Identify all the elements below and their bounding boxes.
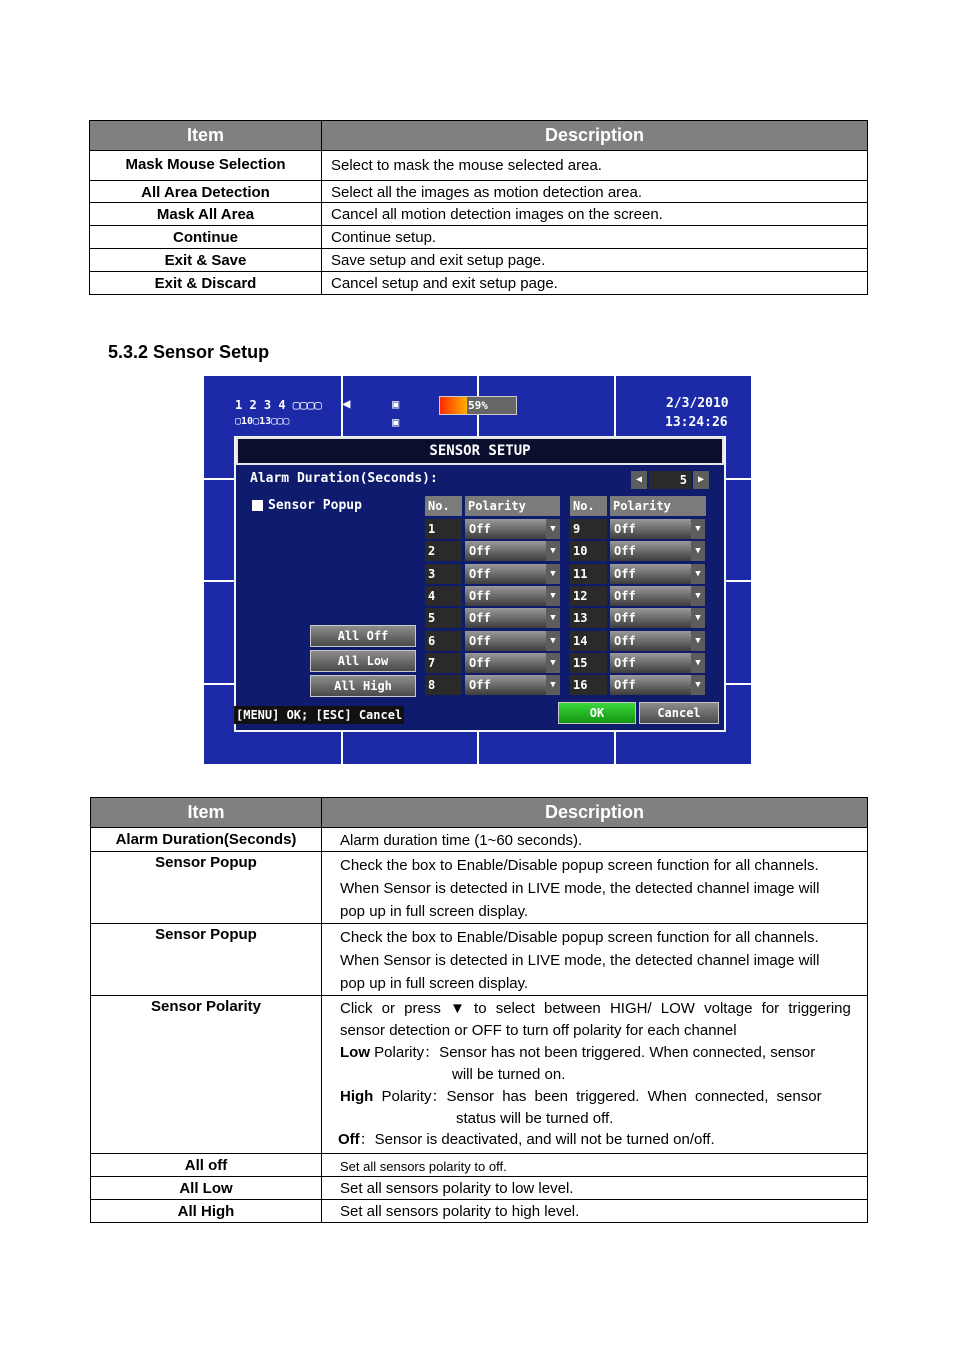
polarity-select[interactable] bbox=[610, 564, 705, 584]
description-cell: Cancel all motion detection images on the screen. bbox=[322, 203, 868, 226]
description-cell: Cancel setup and exit setup page. bbox=[322, 272, 868, 295]
description-line: pop up in full screen display. bbox=[340, 975, 529, 992]
table-row bbox=[91, 1200, 868, 1223]
polarity-value: Off bbox=[614, 589, 636, 603]
dropdown-arrow-icon[interactable]: ▼ bbox=[691, 653, 705, 673]
date-label: 2/3/2010 bbox=[666, 396, 729, 411]
all-off-button[interactable]: All Off bbox=[310, 625, 416, 647]
description-line: When Sensor is detected in LIVE mode, the detected channel image will bbox=[340, 952, 820, 969]
speaker-icon: ◀ bbox=[342, 396, 351, 412]
dropdown-arrow-icon[interactable]: ▼ bbox=[546, 541, 560, 561]
title-bar bbox=[236, 437, 724, 465]
sensor-popup-checkbox[interactable] bbox=[252, 500, 263, 511]
polarity-select[interactable] bbox=[465, 608, 560, 628]
item-cell: Mask Mouse Selection bbox=[90, 151, 322, 181]
description-line: pop up in full screen display. bbox=[340, 903, 529, 920]
low-polarity-line bbox=[340, 1042, 859, 1064]
dropdown-arrow-icon[interactable]: ▼ bbox=[546, 653, 560, 673]
polarity-value: Off bbox=[469, 589, 491, 603]
all-high-button[interactable]: All High bbox=[310, 675, 416, 697]
dropdown-arrow-icon[interactable]: ▼ bbox=[691, 608, 705, 628]
hdd-usage-label: 59% bbox=[468, 399, 488, 412]
dropdown-arrow-icon[interactable]: ▼ bbox=[691, 631, 705, 651]
item-cell: All off bbox=[91, 1154, 322, 1177]
dropdown-arrow-icon[interactable]: ▼ bbox=[546, 675, 560, 695]
dropdown-arrow-icon[interactable]: ▼ bbox=[691, 519, 705, 539]
time-label: 13:24:26 bbox=[665, 415, 728, 430]
section-title: 5.3.2 Sensor Setup bbox=[108, 342, 270, 362]
table-row bbox=[91, 852, 868, 924]
description-cell bbox=[322, 852, 868, 924]
polarity-value: Off bbox=[614, 544, 636, 558]
item-cell: Alarm Duration(Seconds) bbox=[91, 828, 322, 852]
sensor-number: 4 bbox=[425, 586, 462, 606]
sensor-number: 10 bbox=[570, 541, 607, 561]
polarity-value: Off bbox=[614, 678, 636, 692]
column-no-left: No. bbox=[425, 496, 462, 516]
ok-button[interactable]: OK bbox=[558, 702, 636, 724]
sensor-number: 1 bbox=[425, 519, 462, 539]
description-line: Check the box to Enable/Disable popup screen function for all channels. bbox=[340, 857, 819, 874]
item-description-table-2 bbox=[90, 797, 868, 1223]
item-cell: Sensor Polarity bbox=[91, 996, 322, 1154]
low-label: Low bbox=[340, 1044, 370, 1061]
off-text: ：Sensor is deactivated, and will not be turned on/off. bbox=[359, 1131, 715, 1148]
table-row bbox=[91, 996, 868, 1154]
table-row bbox=[91, 924, 868, 996]
item-cell: Sensor Popup bbox=[91, 852, 322, 924]
table-row bbox=[90, 226, 868, 249]
dropdown-arrow-icon[interactable]: ▼ bbox=[546, 519, 560, 539]
table-row bbox=[91, 1154, 868, 1177]
sensor-number: 14 bbox=[570, 631, 607, 651]
polarity-value: Off bbox=[469, 634, 491, 648]
polarity-select[interactable] bbox=[610, 608, 705, 628]
dropdown-arrow-icon[interactable]: ▼ bbox=[546, 608, 560, 628]
polarity-value: Off bbox=[614, 567, 636, 581]
polarity-value: Off bbox=[614, 611, 636, 625]
description-cell: Set all sensors polarity to low level. bbox=[322, 1177, 868, 1200]
table-row bbox=[91, 828, 868, 852]
panel-title: SENSOR SETUP bbox=[429, 443, 531, 459]
cancel-button[interactable]: Cancel bbox=[639, 702, 719, 724]
sensor-number: 16 bbox=[570, 675, 607, 695]
polarity-select[interactable] bbox=[465, 631, 560, 651]
polarity-select[interactable] bbox=[610, 631, 705, 651]
polarity-select[interactable] bbox=[610, 541, 705, 561]
polarity-value: Off bbox=[614, 634, 636, 648]
sensor-number: 2 bbox=[425, 541, 462, 561]
dropdown-arrow-icon[interactable]: ▼ bbox=[691, 564, 705, 584]
column-polarity-left: Polarity bbox=[465, 496, 560, 516]
description-cell: Set all sensors polarity to off. bbox=[322, 1154, 868, 1177]
sensor-number: 7 bbox=[425, 653, 462, 673]
high-label: High bbox=[340, 1088, 374, 1105]
polarity-value: Off bbox=[469, 522, 491, 536]
item-cell: Exit & Save bbox=[90, 249, 322, 272]
polarity-select[interactable] bbox=[465, 675, 560, 695]
dropdown-arrow-icon[interactable]: ▼ bbox=[691, 586, 705, 606]
record-icon: ▣ bbox=[392, 415, 400, 429]
sensor-number: 9 bbox=[570, 519, 607, 539]
key-hint: [MENU] OK; [ESC] Cancel bbox=[236, 708, 403, 722]
decrease-arrow-icon[interactable]: ◀ bbox=[631, 471, 647, 489]
item-cell: Continue bbox=[90, 226, 322, 249]
sensor-setup-screenshot bbox=[204, 376, 751, 764]
sensor-number: 12 bbox=[570, 586, 607, 606]
polarity-value: Off bbox=[614, 522, 636, 536]
polarity-select[interactable] bbox=[610, 675, 705, 695]
description-cell bbox=[322, 996, 868, 1154]
polarity-select[interactable] bbox=[465, 586, 560, 606]
header-item: Item bbox=[90, 121, 322, 151]
table-row bbox=[90, 181, 868, 203]
polarity-select[interactable] bbox=[465, 519, 560, 539]
table-row bbox=[90, 249, 868, 272]
description-line: When Sensor is detected in LIVE mode, the detected channel image will bbox=[340, 880, 820, 897]
channel-indicators-row2: ▢10▢13▢▢▢ bbox=[235, 416, 290, 427]
all-low-button[interactable]: All Low bbox=[310, 650, 416, 672]
dropdown-arrow-icon[interactable]: ▼ bbox=[546, 631, 560, 651]
item-cell: Sensor Popup bbox=[91, 924, 322, 996]
sensor-number: 5 bbox=[425, 608, 462, 628]
description-cell: Select to mask the mouse selected area. bbox=[322, 151, 868, 181]
item-cell: All High bbox=[91, 1200, 322, 1223]
polarity-value: Off bbox=[469, 678, 491, 692]
sensor-number: 6 bbox=[425, 631, 462, 651]
description-cell: Save setup and exit setup page. bbox=[322, 249, 868, 272]
description-cell: Set all sensors polarity to high level. bbox=[322, 1200, 868, 1223]
off-label: Off bbox=[338, 1131, 360, 1148]
table-row bbox=[90, 151, 868, 181]
header-item: Item bbox=[91, 798, 322, 828]
high-polarity-line bbox=[340, 1086, 859, 1108]
polarity-select[interactable] bbox=[610, 519, 705, 539]
description-cell bbox=[322, 924, 868, 996]
item-cell: All Area Detection bbox=[90, 181, 322, 203]
description-line: Alarm duration time (1~60 seconds). bbox=[340, 832, 583, 849]
header-description: Description bbox=[322, 121, 868, 151]
polarity-value: Off bbox=[469, 544, 491, 558]
column-no-right: No. bbox=[570, 496, 607, 516]
table-row bbox=[91, 1177, 868, 1200]
description-cell: Select all the images as motion detection area. bbox=[322, 181, 868, 203]
dropdown-arrow-icon[interactable]: ▼ bbox=[546, 586, 560, 606]
sensor-number: 3 bbox=[425, 564, 462, 584]
polarity-select[interactable] bbox=[465, 653, 560, 673]
sensor-number: 11 bbox=[570, 564, 607, 584]
description-line: Check the box to Enable/Disable popup screen function for all channels. bbox=[340, 929, 819, 946]
sensor-popup-label: Sensor Popup bbox=[268, 498, 362, 513]
alarm-duration-label: Alarm Duration(Seconds): bbox=[250, 471, 438, 486]
header-description: Description bbox=[322, 798, 868, 828]
description-cell: Continue setup. bbox=[322, 226, 868, 249]
polarity-value: Off bbox=[469, 567, 491, 581]
sensor-number: 15 bbox=[570, 653, 607, 673]
column-polarity-right: Polarity bbox=[610, 496, 706, 516]
low-continuation: will be turned on. bbox=[452, 1066, 566, 1083]
polarity-value: Off bbox=[614, 656, 636, 670]
item-cell: Exit & Discard bbox=[90, 272, 322, 295]
table-row bbox=[90, 272, 868, 295]
high-continuation: status will be turned off. bbox=[456, 1110, 614, 1127]
item-description-table-1 bbox=[89, 120, 868, 295]
network-icon: ▣ bbox=[392, 397, 400, 411]
description-line: Click or press ▼ to select between HIGH/ LOW voltage for triggering bbox=[340, 1000, 851, 1017]
alarm-duration-value[interactable]: 5 bbox=[649, 471, 691, 489]
polarity-value: Off bbox=[469, 611, 491, 625]
description-cell bbox=[322, 828, 868, 852]
hdd-usage-bar bbox=[439, 396, 517, 415]
dropdown-arrow-icon[interactable]: ▼ bbox=[691, 541, 705, 561]
polarity-select[interactable] bbox=[610, 586, 705, 606]
channel-indicators-row1: 1 2 3 4 ▢▢▢▢ bbox=[235, 398, 322, 412]
description-line: sensor detection or OFF to turn off polarity for each channel bbox=[340, 1022, 737, 1039]
polarity-select[interactable] bbox=[465, 541, 560, 561]
off-polarity-line bbox=[338, 1130, 859, 1150]
dropdown-arrow-icon[interactable]: ▼ bbox=[691, 675, 705, 695]
polarity-select[interactable] bbox=[465, 564, 560, 584]
high-text: Polarity：Sensor has been triggered. When connected, sensor bbox=[373, 1088, 822, 1105]
low-text: Polarity：Sensor has not been triggered. When connected, sensor bbox=[370, 1044, 816, 1061]
table-row bbox=[90, 203, 868, 226]
sensor-number: 8 bbox=[425, 675, 462, 695]
polarity-value: Off bbox=[469, 656, 491, 670]
item-cell: Mask All Area bbox=[90, 203, 322, 226]
sensor-number: 13 bbox=[570, 608, 607, 628]
dropdown-arrow-icon[interactable]: ▼ bbox=[546, 564, 560, 584]
item-cell: All Low bbox=[91, 1177, 322, 1200]
polarity-select[interactable] bbox=[610, 653, 705, 673]
increase-arrow-icon[interactable]: ▶ bbox=[693, 471, 709, 489]
